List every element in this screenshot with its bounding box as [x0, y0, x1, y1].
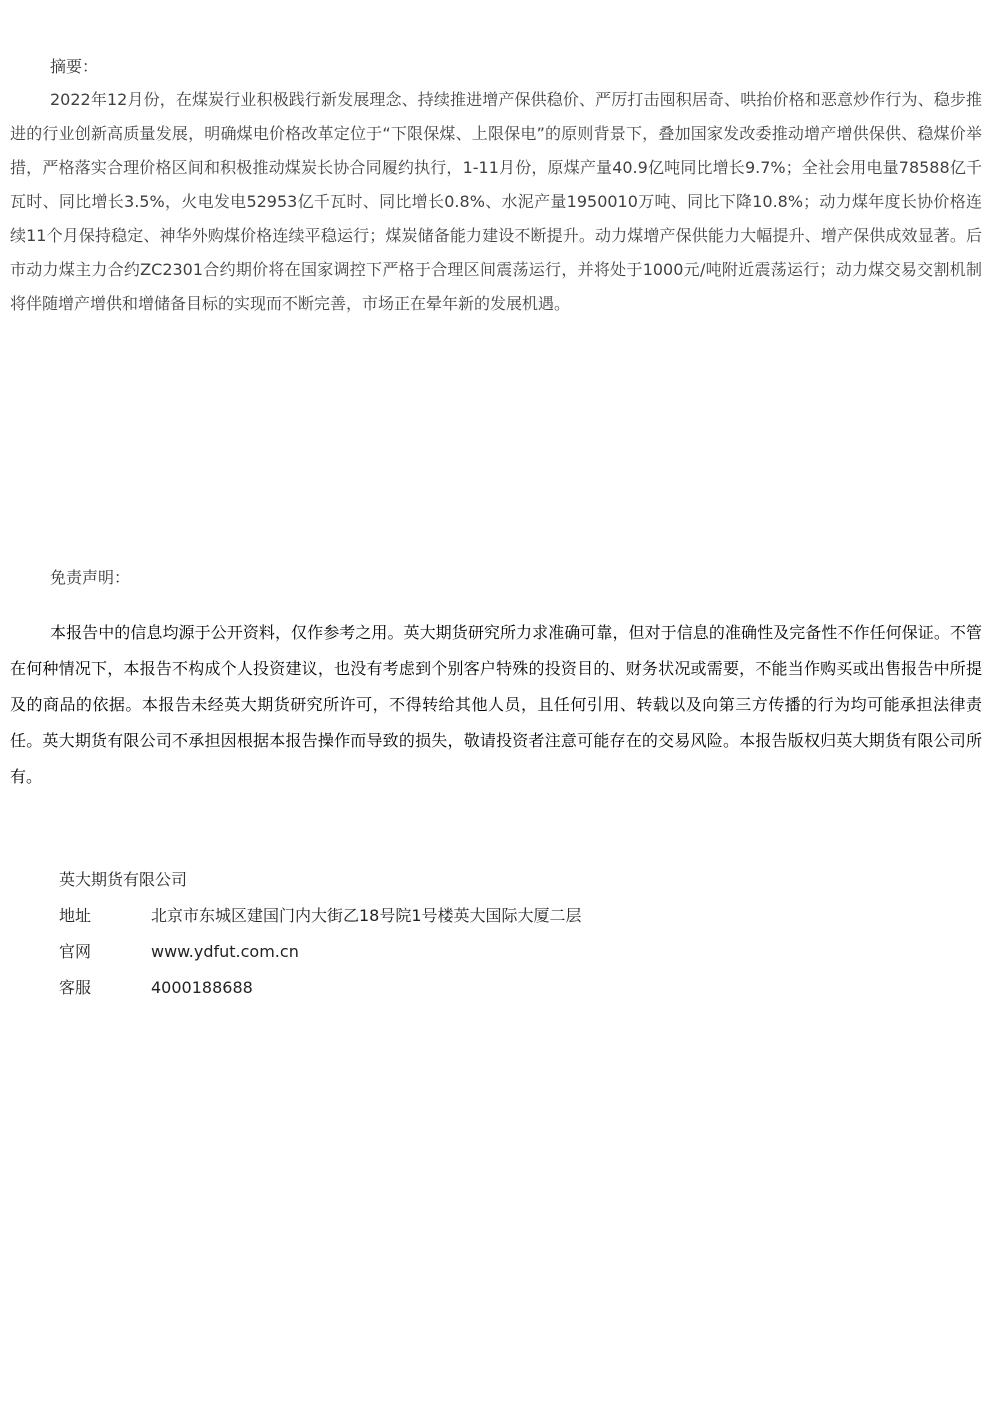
- summary-heading: 摘要：: [50, 57, 99, 76]
- website-label: 官网: [59, 942, 92, 961]
- address-row: [59, 898, 582, 934]
- disclaimer-paragraph: 本报告中的信息均源于公开资料，仅作参考之用。英大期货研究所力求准确可靠，但对于信息的准确性及完备性不作任何保证。不管在何种情况下，本报告不构成个人投资建议，也没有考虑到个别客户特殊的投资目的、财务状况或需要，不能当作购买或出售报告中所提及的商品的依据。本报告未经英大期货研究所许可，不得转给其他人员，且任何引用、转载以及向第三方传播的行为均可能承担法律责任。英大期货有限公司不承担因根据本报告操作而导致的损失，敬请投资者注意可能存在的交易风险。本报告版权归英大期货有限公司所有。: [10, 623, 982, 786]
- service-label: 客服: [59, 978, 92, 997]
- website-row: [59, 934, 582, 970]
- address-value: 北京市东城区建国门内大街乙18号院1号楼英大国际大厦二层: [151, 906, 582, 925]
- website-link[interactable]: www.ydfut.com.cn: [151, 942, 299, 961]
- address-label: 地址: [59, 906, 92, 925]
- company-name: 英大期货有限公司: [59, 870, 188, 889]
- service-row: [59, 970, 582, 1006]
- service-phone: 4000188688: [151, 978, 253, 997]
- disclaimer-heading: 免责声明：: [50, 568, 131, 587]
- summary-paragraph: 2022年12月份，在煤炭行业积极践行新发展理念、持续推进增产保供稳价、严厉打击囤积居奇、哄抬价格和恶意炒作行为、稳步推进的行业创新高质量发展，明确煤电价格改革定位于“下限保煤、上限保电”的原则背景下，叠加国家发改委推动增产增供保供、稳煤价举措，严格落实合理价格区间和积极推动煤炭长协合同履约执行，1-11月份，原煤产量40.9亿吨同比增长9.7%；全社会用电量78588亿千瓦时、同比增长3.5%，火电发电52953亿千瓦时、同比增长0.8%、水泥产量1950010万吨、同比下降10.8%；动力煤年度长协价格连续11个月保持稳定、神华外购煤价格连续平稳运行；煤炭储备能力建设不断提升。动力煤增产保供能力大幅提升、增产保供成效显著。后市动力煤主力合约ZC2301合约期价将在国家调控下严格于合理区间震荡运行，并将处于1000元/吨附近震荡运行；动力煤交易交割机制将伴随增产增供和增储备目标的实现而不断完善，市场正在晕年新的发展机遇。: [10, 90, 982, 313]
- company-info: [59, 862, 582, 1006]
